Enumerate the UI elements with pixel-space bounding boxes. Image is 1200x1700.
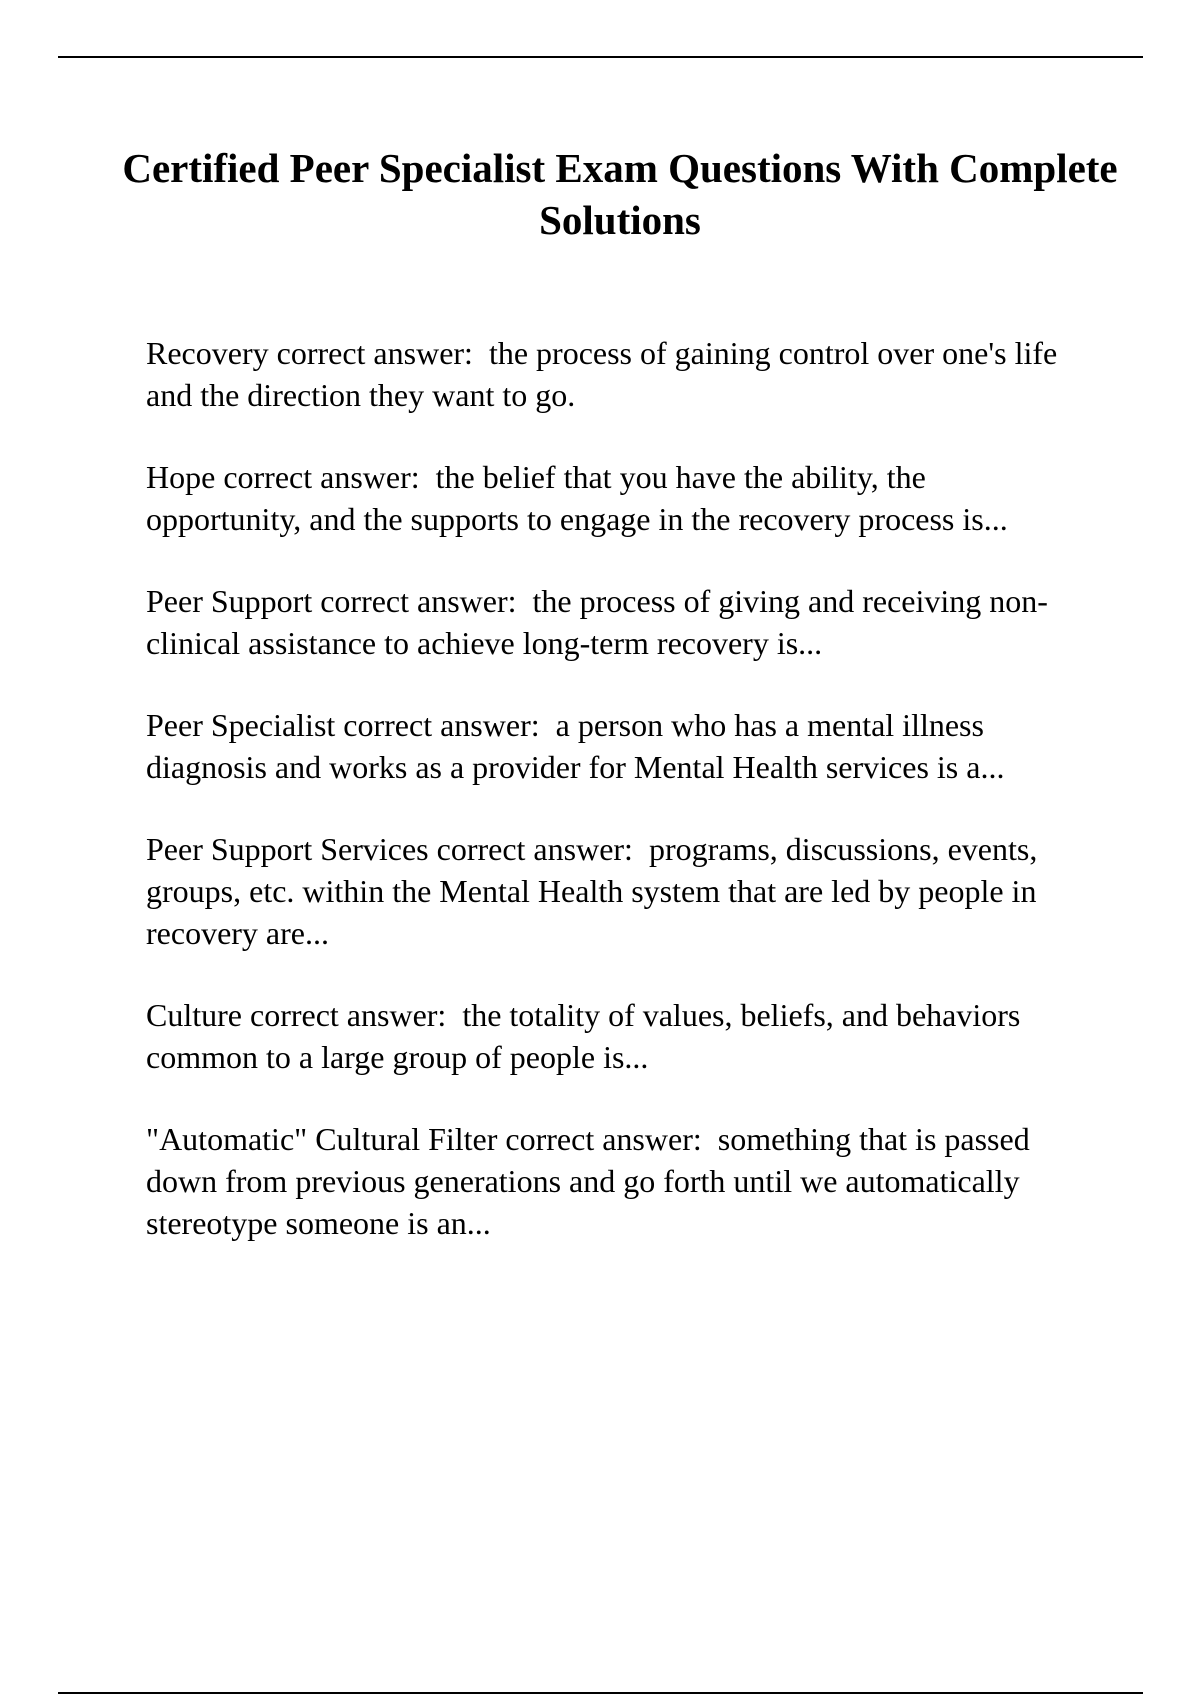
qa-item-recovery: Recovery correct answer: the process of gaining control over one's life and the direction they want to go.	[146, 335, 1066, 413]
bottom-divider	[58, 1692, 1143, 1694]
document-title: Certified Peer Specialist Exam Questions With Complete Solutions	[122, 145, 1118, 243]
qa-item-peer-support: Peer Support correct answer: the process of giving and receiving non-clinical assistance to achieve long-term recovery is...	[146, 583, 1048, 661]
qa-item-peer-specialist: Peer Specialist correct answer: a person who has a mental illness diagnosis and works as a provider for Mental Health services is a...	[146, 707, 1005, 785]
qa-item-culture: Culture correct answer: the totality of values, beliefs, and behaviors common to a large group of people is...	[146, 997, 1029, 1075]
qa-item-peer-support-services: Peer Support Services correct answer: programs, discussions, events, groups, etc. within the Mental Health system that are led by people in recovery are...	[146, 831, 1046, 951]
qa-list	[146, 332, 1086, 1284]
top-divider	[58, 56, 1143, 58]
qa-item-hope: Hope correct answer: the belief that you have the ability, the opportunity, and the supports to engage in the recovery process is...	[146, 459, 1008, 537]
qa-item-automatic-cultural-filter: "Automatic" Cultural Filter correct answer: something that is passed down from previous generations and go forth until we automatically stereotype someone is an...	[146, 1121, 1038, 1241]
